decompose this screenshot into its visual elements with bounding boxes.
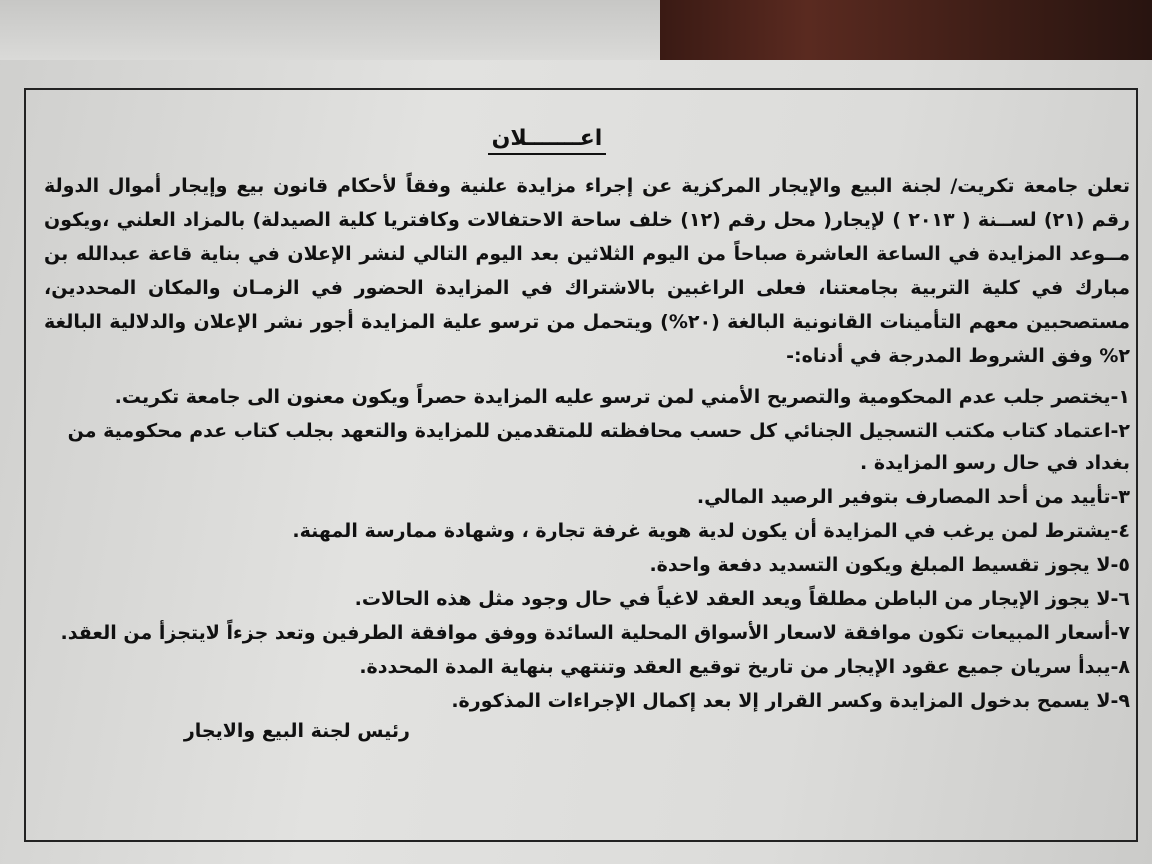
condition-item: ٨-يبدأ سريان جميع عقود الإيجار من تاريخ توقيع العقد وتنتهي بنهاية المدة المحددة. bbox=[359, 656, 1130, 678]
condition-item: ٤-يشترط لمن يرغب في المزايدة أن يكون لدية هوية غرفة تجارة ، وشهادة ممارسة المهنة. bbox=[292, 520, 1130, 542]
condition-item: ٣-تأييد من أحد المصارف بتوفير الرصيد المالي. bbox=[696, 486, 1130, 508]
conditions-list bbox=[44, 381, 1130, 717]
condition-item: ٥-لا يجوز تقسيط المبلغ ويكون التسديد دفعة واحدة. bbox=[649, 554, 1130, 576]
title-wrapper bbox=[44, 126, 1130, 155]
signature-line: رئيس لجنة البيع والايجار bbox=[183, 720, 410, 742]
background-book-cover bbox=[660, 0, 1152, 60]
condition-item: ٧-أسعار المبيعات تكون موافقة لاسعار الأسواق المحلية السائدة ووفق موافقة الطرفين وتعد جزءاً لايتجزأ من العقد. bbox=[60, 622, 1130, 644]
condition-item: ٢-اعتماد كتاب مكتب التسجيل الجنائي كل حسب محافظته للمتقدمين للمزايدة والتعهد بجلب كتاب عدم محكومية من بغداد في حال رسو المزايدة . bbox=[67, 420, 1130, 474]
announcement-body bbox=[44, 120, 1130, 742]
announcement-title: اعـــــــلان bbox=[488, 126, 607, 155]
condition-item: ١-يختصر جلب عدم المحكومية والتصريح الأمني لمن ترسو عليه المزايدة حصراً ويكون معنون الى جامعة تكريت. bbox=[114, 386, 1130, 408]
condition-item: ٦-لا يجوز الإيجار من الباطن مطلقاً ويعد العقد لاغياً في حال وجود مثل هذه الحالات. bbox=[354, 588, 1130, 610]
condition-item: ٩-لا يسمح بدخول المزايدة وكسر القرار إلا بعد إكمال الإجراءات المذكورة. bbox=[451, 690, 1130, 712]
announcement-intro-paragraph: تعلن جامعة تكريت/ لجنة البيع والإيجار المركزية عن إجراء مزايدة علنية وفقاً لأحكام قانون بيع وإيجار أموال الدولة رقم (٢١) لســنة ( ٢٠١٣ ) لإيجار( محل رقم (١٢) خلف ساحة الاحتفالات وكافتريا كلية الصيدلة) بالمزاد العلني ،ويكون مــوعد المزايدة في الساعة العاشرة صباحاً من اليوم الثلاثين بعد اليوم التالي لنشر الإعلان في بناية قاعة عبدالله بن مبارك في كلية التربية بجامعتنا، فعلى الراغبين بالاشتراك في المزايدة الحضور في الزمـان والمكان المحددين، مستصحبين معهم التأمينات القانونية البالغة (٢٠%) ويتحمل من ترسو علية المزايدة أجور نشر الإعلان والدلالية البالغة ٢% وفق الشروط المدرجة في أدناه:- bbox=[44, 175, 1130, 367]
